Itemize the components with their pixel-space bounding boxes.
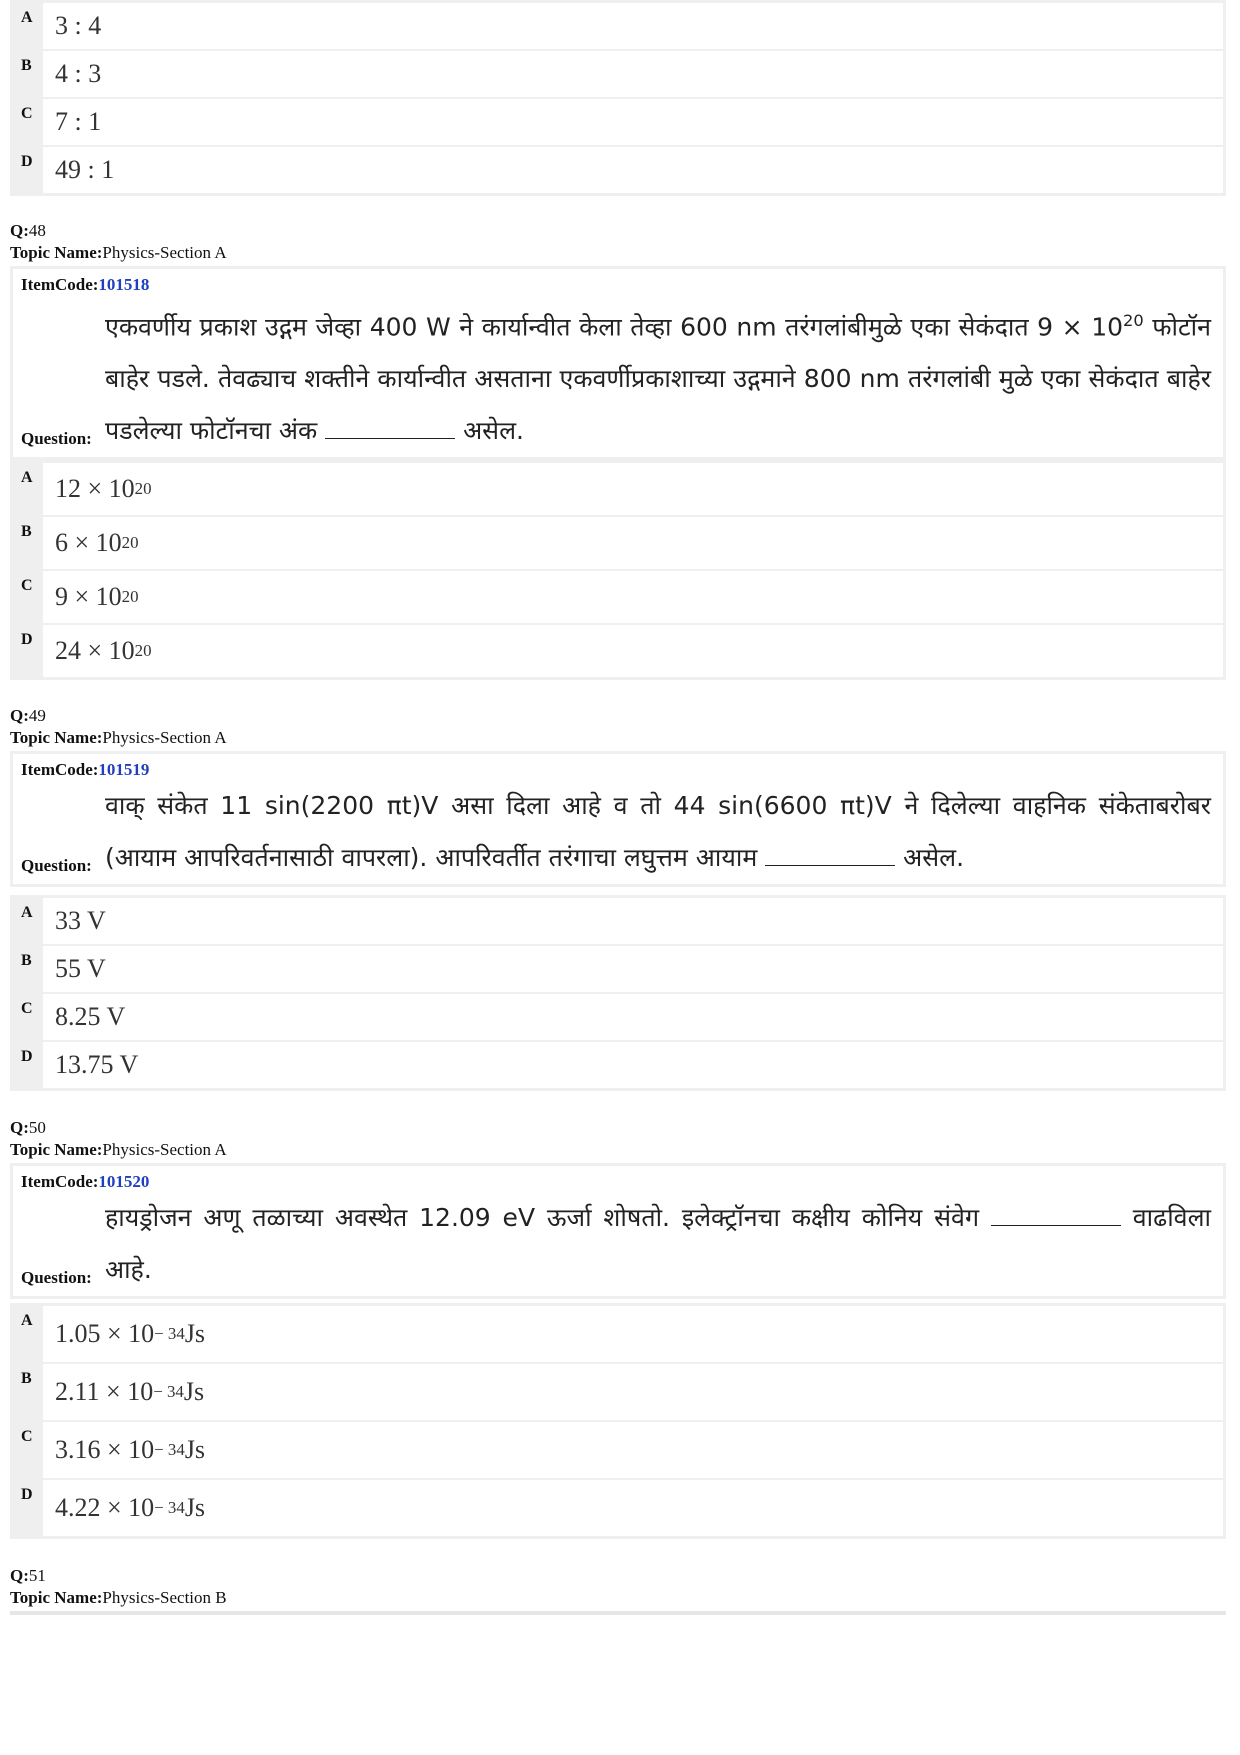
divider: [10, 1611, 1226, 1615]
q-label: Q:: [10, 221, 29, 240]
option-letter: A: [21, 469, 33, 486]
itemcode-label: ItemCode:: [21, 1172, 99, 1191]
option-row[interactable]: [13, 1480, 1223, 1536]
q50-header: [10, 1117, 227, 1161]
topic-label: Topic Name:: [10, 1588, 103, 1607]
option-letter: B: [21, 1370, 32, 1387]
option-letter: C: [21, 1000, 33, 1017]
option-letter: A: [21, 1312, 33, 1329]
q50-options: [10, 1303, 1226, 1539]
option-value: 3 : 4: [43, 3, 1223, 49]
option-row[interactable]: [13, 51, 1223, 97]
question-text: वाक् संकेत 11 sin(2200 πt)V असा दिला आहे व तो 44 sin(6600 πt)V ने दिलेल्या वाहनिक संकेताबरोबर (आयाम आपरिवर्तनासाठी वापरला). आपरिवर्तीत तरंगाचा लघुत्तम आयाम असेल.: [105, 791, 1211, 872]
option-row[interactable]: [13, 1364, 1223, 1420]
option-value: 55 V: [43, 946, 1223, 992]
itemcode: [13, 269, 1223, 295]
option-row[interactable]: [13, 1306, 1223, 1362]
topic-name: Physics-Section A: [102, 728, 227, 747]
option-value: 4.22 × 10 − 34 Js: [43, 1480, 1223, 1536]
itemcode-value: 101520: [98, 1172, 150, 1191]
option-row[interactable]: [13, 994, 1223, 1040]
option-letter: D: [21, 153, 33, 170]
itemcode-value: 101518: [98, 275, 150, 294]
option-row[interactable]: [13, 517, 1223, 569]
option-row[interactable]: [13, 3, 1223, 49]
option-value: 49 : 1: [43, 147, 1223, 193]
q49-question-box: [10, 751, 1226, 887]
question-text: हायड्रोजन अणू तळाच्या अवस्थेत 12.09 eV ऊर्जा शोषतो. इलेक्ट्रॉनचा कक्षीय कोनिय संवेग वाढविला आहे.: [105, 1203, 1211, 1284]
q50-question-box: [10, 1163, 1226, 1299]
answer-blank: [991, 1203, 1121, 1226]
option-value: 3.16 × 10 − 34 Js: [43, 1422, 1223, 1478]
option-letter: B: [21, 57, 32, 74]
option-value: 1.05 × 10 − 34 Js: [43, 1306, 1223, 1362]
option-row[interactable]: [13, 898, 1223, 944]
q-label: Q:: [10, 1566, 29, 1585]
option-row[interactable]: [13, 571, 1223, 623]
itemcode-label: ItemCode:: [21, 760, 99, 779]
option-letter: C: [21, 577, 33, 594]
answer-blank: [765, 843, 895, 866]
option-value: 9 × 10 20: [43, 571, 1223, 623]
topic-name: Physics-Section B: [102, 1588, 227, 1607]
question-number: 48: [28, 221, 46, 240]
option-value: 4 : 3: [43, 51, 1223, 97]
q48-header: [10, 220, 227, 264]
question-text: एकवर्णीय प्रकाश उद्गम जेव्हा 400 W ने कार्यान्वीत केला तेव्हा 600 nm तरंगलांबीमुळे एका सेकंदात $9 \times 10^{20}$ फोटॉन बाहेर पडले. तेवढ्याच शक्तीने कार्यान्वीत असताना एकवर्णीप्रकाशाच्या उद्गमाने 800 nm तरंगलांबी मुळे एका सेकंदात बाहेर पडलेल्या फोटॉनचा अंक असेल.: [105, 311, 1211, 446]
itemcode-label: ItemCode:: [21, 275, 99, 294]
question-label: Question:: [21, 429, 92, 449]
option-letter: D: [21, 1486, 33, 1503]
option-letter: B: [21, 952, 32, 969]
question-number: 51: [28, 1566, 46, 1585]
option-letter: A: [21, 9, 33, 26]
option-row[interactable]: [13, 147, 1223, 193]
option-row[interactable]: [13, 625, 1223, 677]
q48-options: [10, 460, 1226, 680]
q48-question-box: [10, 266, 1226, 460]
question-number: 50: [28, 1118, 46, 1137]
option-letter: B: [21, 523, 32, 540]
itemcode: [13, 1166, 1223, 1192]
question-number: 49: [28, 706, 46, 725]
q-label: Q:: [10, 1118, 29, 1137]
itemcode: [13, 754, 1223, 780]
question-label: Question:: [21, 1268, 92, 1287]
option-letter: C: [21, 1428, 33, 1445]
option-letter: C: [21, 105, 33, 122]
option-row[interactable]: [13, 946, 1223, 992]
option-value: 33 V: [43, 898, 1223, 944]
answer-blank: [325, 416, 455, 439]
option-value: 8.25 V: [43, 994, 1223, 1040]
option-value: 13.75 V: [43, 1042, 1223, 1088]
option-row[interactable]: [13, 463, 1223, 515]
topic-label: Topic Name:: [10, 243, 103, 262]
q-label: Q:: [10, 706, 29, 725]
option-value: 6 × 10 20: [43, 517, 1223, 569]
option-value: 7 : 1: [43, 99, 1223, 145]
topic-name: Physics-Section A: [102, 243, 227, 262]
q47-options: [10, 0, 1226, 196]
option-value: 12 × 10 20: [43, 463, 1223, 515]
option-value: 2.11 × 10 − 34 Js: [43, 1364, 1223, 1420]
option-letter: D: [21, 1048, 33, 1065]
option-row[interactable]: [13, 1042, 1223, 1088]
question-label: Question:: [21, 856, 92, 875]
option-letter: A: [21, 904, 33, 921]
topic-label: Topic Name:: [10, 728, 103, 747]
q49-options: [10, 895, 1226, 1091]
option-value: 24 × 10 20: [43, 625, 1223, 677]
option-letter: D: [21, 631, 33, 648]
itemcode-value: 101519: [98, 760, 150, 779]
q49-header: [10, 705, 227, 749]
option-row[interactable]: [13, 1422, 1223, 1478]
q51-header: [10, 1565, 227, 1609]
topic-name: Physics-Section A: [102, 1140, 227, 1159]
topic-label: Topic Name:: [10, 1140, 103, 1159]
option-row[interactable]: [13, 99, 1223, 145]
